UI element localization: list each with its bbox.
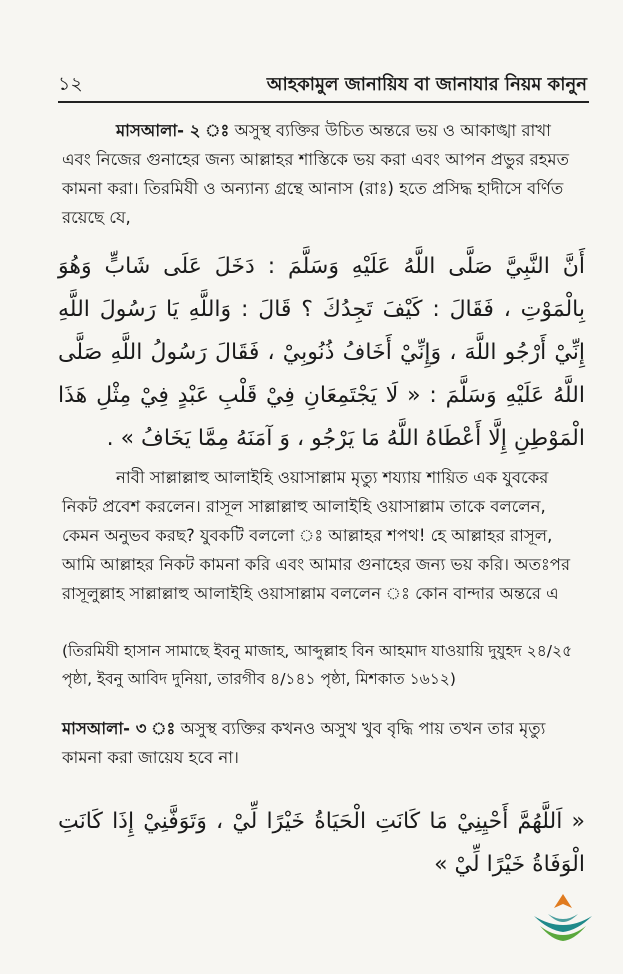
header-rule: [58, 101, 589, 103]
hadith-arabic-text: أَنَّ النَّبِيَّ صَلَّى اللَّهُ عَلَيْهِ وَسَلَّمَ : دَخَلَ عَلَى شَابٍّ وَهُوَ بِالْمَوْتِ ، فَقَالَ : كَيْفَ تَجِدُكَ ؟ قَالَ : وَاللَّهِ يَا رَسُولَ اللَّهِ إِنِّيْ أَرْجُو اللَّهَ ، وَإِنِّيْ أَخَافُ ذُنُوبِيْ ، فَقَالَ رَسُولُ اللَّهِ صَلَّى اللَّهُ عَلَيْهِ وَسَلَّمَ : « لَا يَجْتَمِعَانِ فِيْ قَلْبِ عَبْدٍ فِيْ مِثْلِ هَذَا الْمَوْطِنِ إِلَّا أَعْطَاهُ اللَّهُ مَا يَرْجُو ، وَ آمَنَهُ مِمَّا يَخَافُ » .: [58, 254, 585, 451]
masala-3-label: মাসআলা- ৩ ঃ: [62, 719, 176, 738]
publisher-logo: [528, 888, 598, 948]
running-title: আহকামুল জানায়িয বা জানাযার নিয়ম কানুন: [266, 74, 587, 95]
masala-3-paragraph: [62, 714, 585, 772]
masala-2-label: মাসআলা- ২ ঃ: [116, 121, 230, 140]
translation-text: নাবী সাল্লাল্লাহু আলাইহি ওয়াসাল্লাম মৃত্যু শয্যায় শায়িত এক যুবকের নিকট প্রবেশ করলেন। রাসূল সাল্লাল্লাহু আলাইহি ওয়াসাল্লাম তাকে বললেন, কেমন অনুভব করছ? যুবকটি বললো ঃ আল্লাহর শপথ! হে আল্লাহর রাসূল, আমি আল্লাহর নিকট কামনা করি এবং আমার গুনাহের জন্য ভয় করি। অতঃপর রাসূলুল্লাহ সাল্লাল্লাহু আলাইহি ওয়াসাল্লাম বললেন ঃ কোন বান্দার অন্তরে এ: [62, 468, 571, 603]
page-header: [58, 70, 587, 100]
masala-2-paragraph: [62, 116, 585, 232]
masala-3-text: অসুস্থ ব্যক্তির কখনও অসুখ খুব বৃদ্ধি পায় তখন তার মৃত্যু কামনা করা জায়েয হবে না।: [62, 719, 546, 767]
translation-paragraph: [62, 463, 585, 608]
masala-2-text: অসুস্থ ব্যক্তির উচিত অন্তরে ভয় ও আকাঙ্খা রাখা এবং নিজের গুনাহের জন্য আল্লাহর শাস্তিকে ভয় করা এবং আপন প্রভুর রহমত কামনা করা। তিরমিযী ও অন্যান্য গ্রন্থে আনাস (রাঃ) হতে প্রসিদ্ধ হাদীসে বর্ণিত রয়েছে যে,: [62, 121, 569, 227]
page-number: ১২: [58, 73, 83, 95]
dua-arabic-text: « اَللَّهُمَّ أَحْيِنِيْ مَا كَانَتِ الْحَيَاةُ خَيْرًا لِّيْ ، وَتَوَفَّنِيْ إِذَا كَانَتِ الْوَفَاةُ خَيْرًا لِّيْ »: [58, 809, 585, 877]
reference-citation: (তিরমিযী হাসান সামাছে ইবনু মাজাহ, আব্দুল্লাহ বিন আহমাদ যাওয়ায়ি দুযুহদ ২৪/২৫ পৃষ্ঠা, ইবনু আবিদ দুনিয়া, তারগীব ৪/১৪১ পৃষ্ঠা, মিশকাত ১৬১২): [62, 642, 573, 688]
